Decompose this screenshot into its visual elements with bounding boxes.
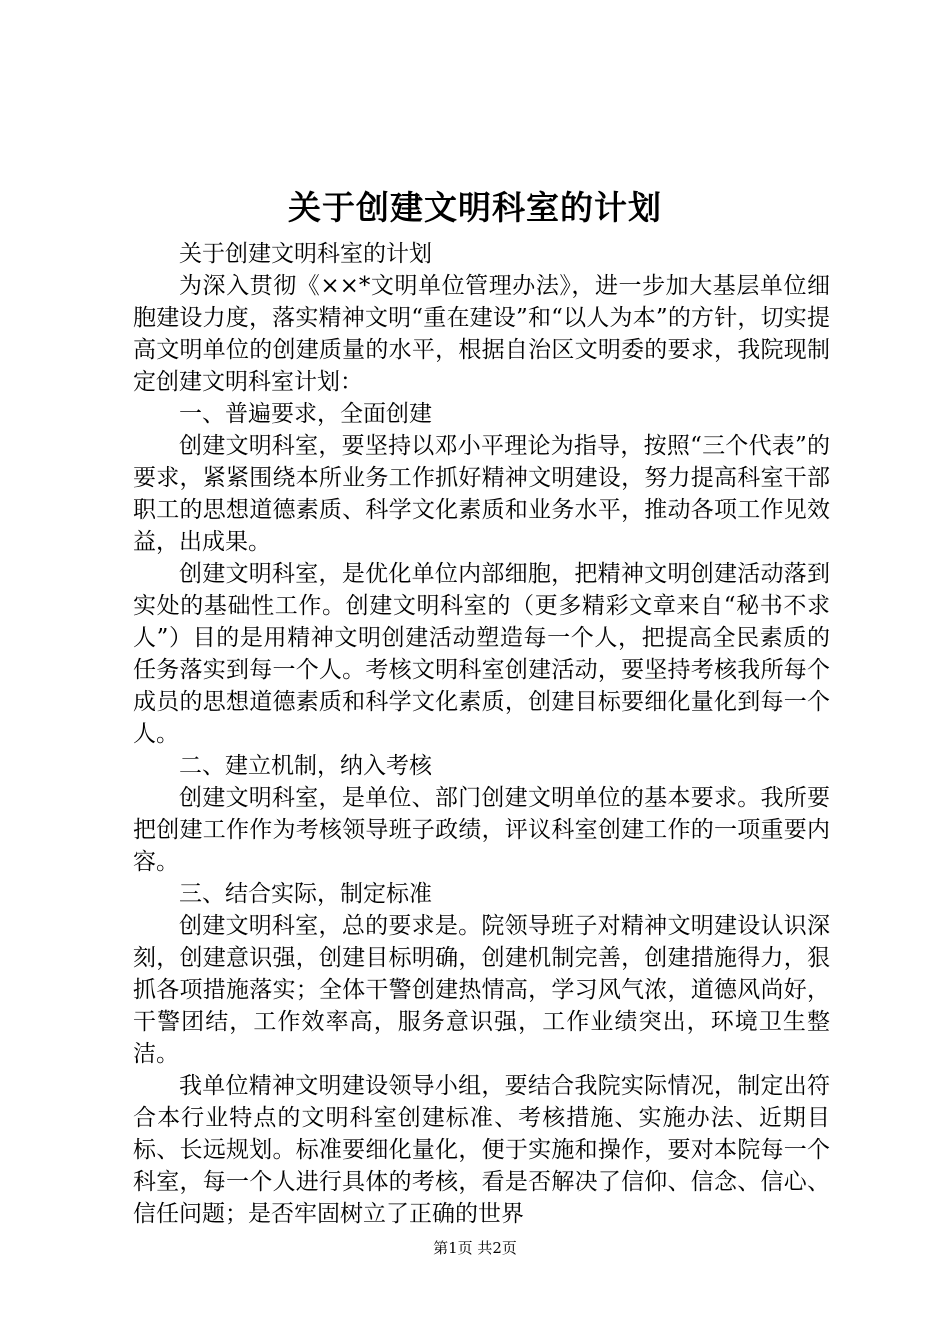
paragraph-section-3b: 我单位精神文明建设领导小组，要结合我院实际情况，制定出符合本行业特点的文明科室创建标准、考核措施、实施办法、近期目标、长远规划。标准要细化量化，便于实施和操作，要对本院每一个科室，每一个人进行具体的考核，看是否解决了信仰、信念、信心、信任问题；是否牢固树立了正确的世界: [133, 1073, 830, 1227]
paragraph-section-3a: 创建文明科室，总的要求是。院领导班子对精神文明建设认识深刻，创建意识强，创建目标明确，创建机制完善，创建措施得力，狠抓各项措施落实；全体干警创建热情高，学习风气浓，道德风尚好，干警团结，工作效率高，服务意识强，工作业绩突出，环境卫生整洁。: [133, 913, 830, 1067]
paragraph-subtitle: 关于创建文明科室的计划: [179, 241, 432, 267]
section-heading-3: 三、结合实际，制定标准: [179, 881, 432, 907]
paragraph-intro: 为深入贯彻《××*文明单位管理办法》，进一步加大基层单位细胞建设力度，落实精神文明“重在建设”和“以人为本”的方针，切实提高文明单位的创建质量的水平，根据自治区文明委的要求，我院现制定创建文明科室计划：: [133, 273, 830, 395]
paragraph-section-1a: 创建文明科室，要坚持以邓小平理论为指导，按照“三个代表”的要求，紧紧围绕本所业务工作抓好精神文明建设，努力提高科室干部职工的思想道德素质、科学文化素质和业务水平，推动各项工作见效益，出成果。: [133, 433, 830, 555]
paragraph-section-2: 创建文明科室，是单位、部门创建文明单位的基本要求。我所要把创建工作作为考核领导班子政绩，评议科室创建工作的一项重要内容。: [133, 785, 830, 875]
document-title: 关于创建文明科室的计划: [288, 188, 662, 227]
section-heading-1: 一、普遍要求，全面创建: [179, 401, 432, 427]
page-number-footer: 第1页 共2页: [433, 1239, 517, 1257]
section-heading-2: 二、建立机制，纳入考核: [179, 753, 432, 779]
paragraph-section-1b: 创建文明科室，是优化单位内部细胞，把精神文明创建活动落到实处的基础性工作。创建文明科室的（更多精彩文章来自“秘书不求人”）目的是用精神文明创建活动塑造每一个人，把提高全民素质的任务落实到每一个人。考核文明科室创建活动，要坚持考核我所每个成员的思想道德素质和科学文化素质，创建目标要细化量化到每一个人。: [133, 561, 830, 747]
document-body: [133, 238, 830, 1230]
